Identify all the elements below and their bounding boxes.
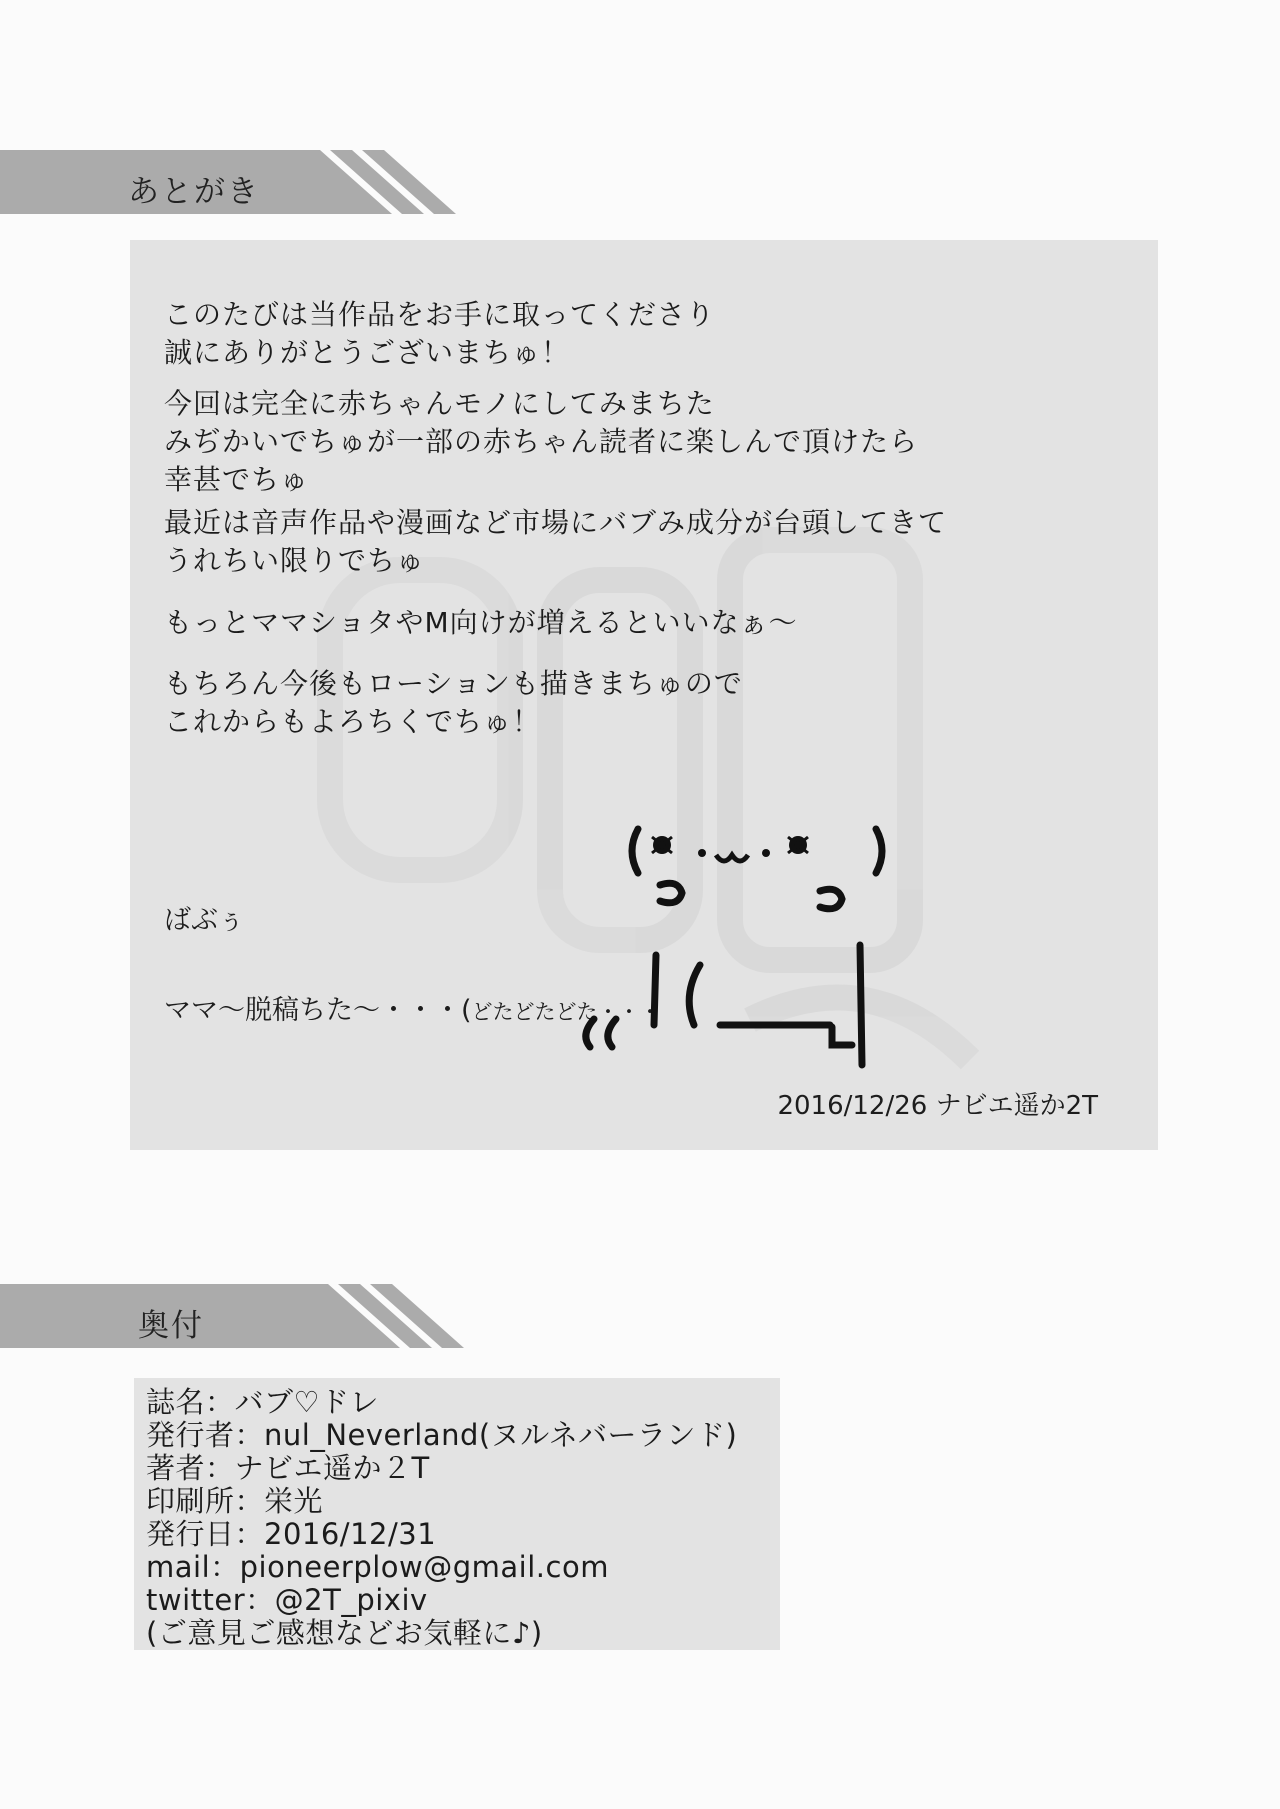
text-line: みぢかいでちゅが一部の赤ちゃん読者に楽しんで頂けたら <box>164 425 919 458</box>
mama-line-main: ママ～脱稿ちた～・・・( <box>164 995 472 1026</box>
afterword-heading: あとがき <box>128 174 260 210</box>
afterword-paragraph <box>164 296 715 372</box>
afterword-paragraph <box>164 665 743 741</box>
text-line: 誠にありがとうございまちゅ！ <box>164 336 571 369</box>
signature: 2016/12/26 ナビエ遥か2T <box>777 1091 1098 1121</box>
colophon-author: 著者：ナビエ遥か２T <box>146 1451 430 1485</box>
babu-text: ばぶぅ <box>164 905 245 936</box>
kaomoji-doodle <box>570 815 910 1085</box>
afterword-paragraph <box>164 385 918 499</box>
colophon-note: (ご意見ご感想などお気軽に♪) <box>146 1616 543 1650</box>
text-line: 幸甚でちゅ <box>164 463 310 496</box>
text-line: 最近は音声作品や漫画など市場にバブみ成分が台頭してきて <box>164 506 948 539</box>
colophon-box <box>134 1378 780 1650</box>
text-line: もっとママショタやM向けが増えるといいなぁ～ <box>164 606 798 639</box>
text-line: これからもよろちくでちゅ！ <box>164 705 542 738</box>
colophon-mail: mail：pioneerplow@gmail.com <box>146 1550 609 1584</box>
colophon-date: 発行日：2016/12/31 <box>146 1517 437 1551</box>
text-line: 今回は完全に赤ちゃんモノにしてみまちた <box>164 387 715 420</box>
afterword-banner <box>0 150 480 222</box>
afterword-paragraph <box>164 604 798 642</box>
colophon-banner <box>0 1284 490 1356</box>
colophon-heading: 奥付 <box>138 1308 204 1344</box>
afterword-paragraph <box>164 504 947 580</box>
text-line: もちろん今後もローションも描きまちゅので <box>164 667 743 700</box>
banner-stripes <box>0 1284 490 1356</box>
colophon-list <box>146 1386 737 1650</box>
mama-line-small: どたどたどた・・・ <box>471 1000 661 1024</box>
afterword-box <box>130 240 1158 1150</box>
text-line: うれちい限りでちゅ <box>164 544 426 577</box>
colophon-publisher: 発行者：nul_Neverland(ヌルネバーランド) <box>146 1418 738 1452</box>
colophon-title: 誌名：バブ♡ドレ <box>146 1385 379 1419</box>
colophon-printer: 印刷所：栄光 <box>146 1484 324 1518</box>
colophon-twitter: twitter：@2T_pixiv <box>146 1583 428 1617</box>
text-line: このたびは当作品をお手に取ってくださり <box>164 298 716 331</box>
